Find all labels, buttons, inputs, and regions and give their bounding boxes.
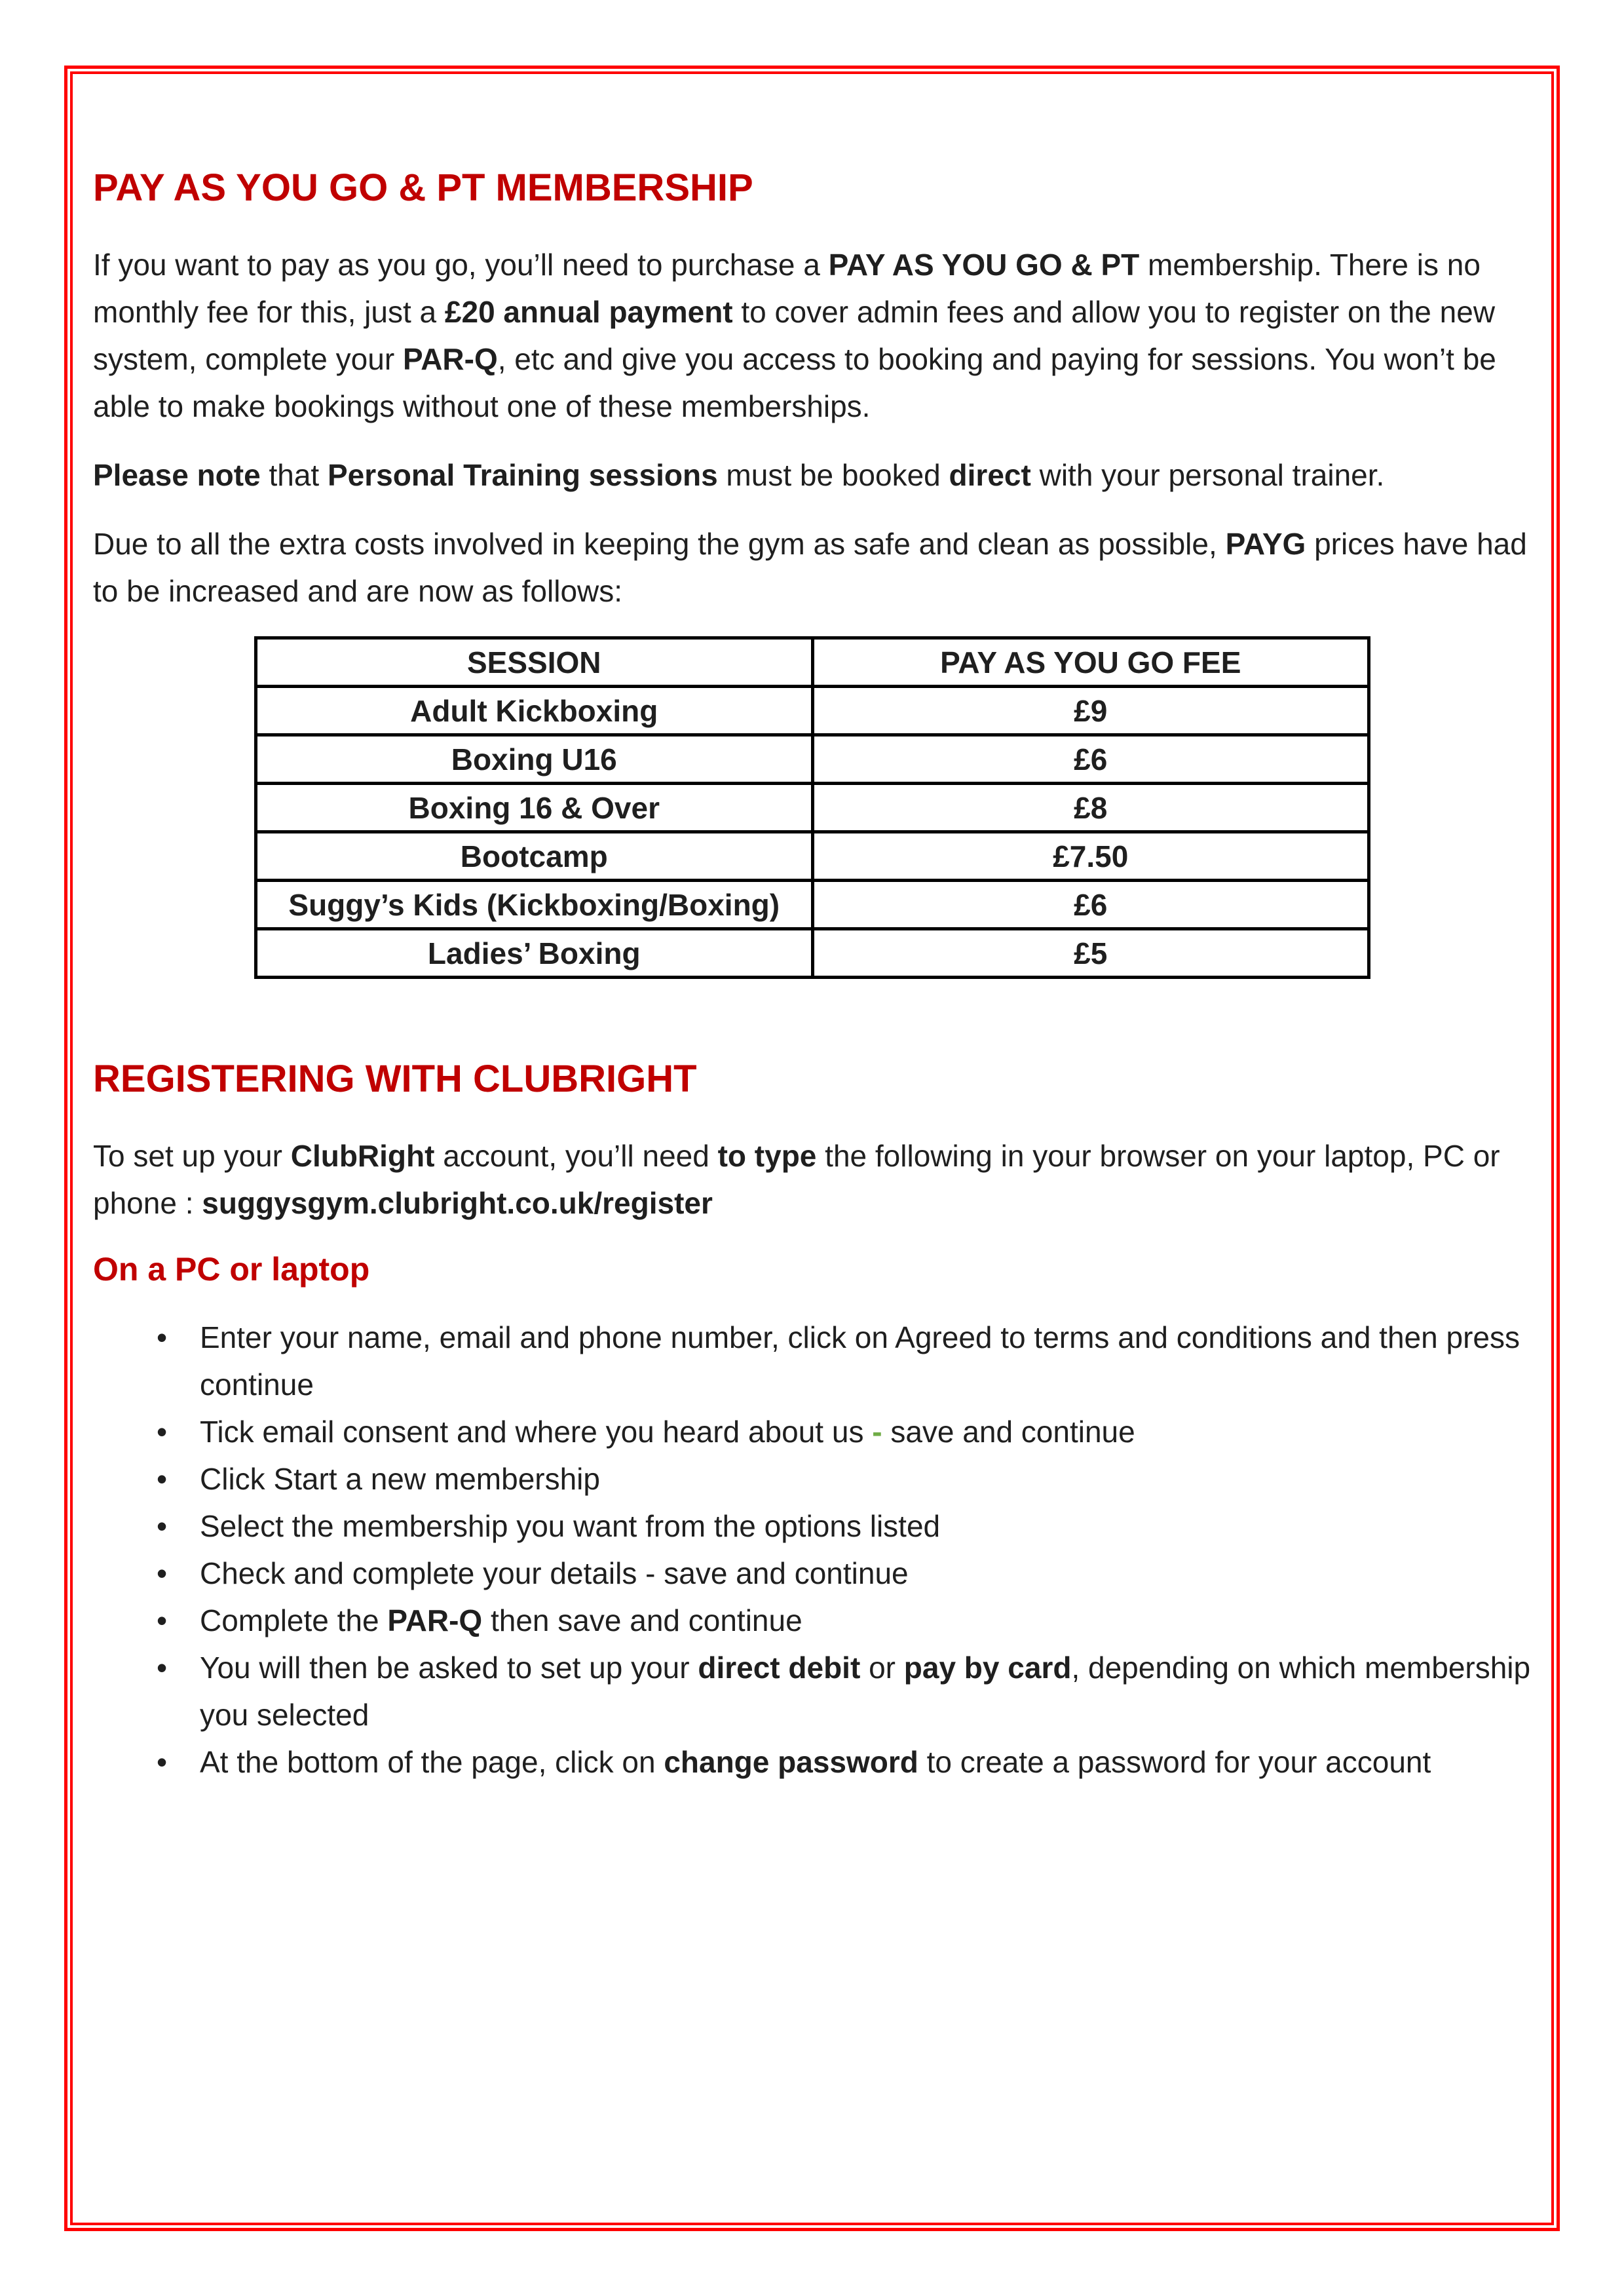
text-segment-bold: PAR-Q bbox=[402, 342, 498, 376]
text-segment-bold: ClubRight bbox=[290, 1139, 435, 1173]
fee-cell: £5 bbox=[812, 929, 1369, 978]
session-cell: Ladies’ Boxing bbox=[256, 929, 813, 978]
text-segment-bold: PAY AS YOU GO & PT bbox=[828, 248, 1140, 282]
text-segment-bold: £20 annual payment bbox=[444, 295, 733, 329]
list-item bbox=[200, 1408, 1531, 1455]
text-segment: At the bottom of the page, click on bbox=[200, 1745, 664, 1779]
heading-payg-membership: PAY AS YOU GO & PT MEMBERSHIP bbox=[93, 166, 753, 209]
table-header-session: SESSION bbox=[256, 638, 813, 687]
table-row bbox=[256, 687, 1369, 735]
table-row bbox=[256, 735, 1369, 784]
table-row bbox=[256, 784, 1369, 832]
heading-registering-clubright: REGISTERING WITH CLUBRIGHT bbox=[93, 1058, 697, 1100]
session-cell: Boxing 16 & Over bbox=[256, 784, 813, 832]
text-segment-bold: Personal Training sessions bbox=[327, 458, 718, 492]
prices-paragraph bbox=[93, 520, 1531, 615]
text-segment: , depending on which membership you selected bbox=[200, 1651, 1531, 1732]
text-segment: Click Start a new membership bbox=[200, 1462, 600, 1496]
text-segment: with your personal trainer. bbox=[1030, 458, 1385, 492]
text-segment-bold: Please note bbox=[93, 458, 261, 492]
table-row bbox=[256, 881, 1369, 929]
text-segment: Check and complete your details - save and continue bbox=[200, 1556, 909, 1590]
text-segment: Due to all the extra costs involved in keeping the gym as safe and clean as possible, bbox=[93, 527, 1226, 561]
pc-laptop-steps-list bbox=[93, 1314, 1531, 1786]
register-paragraph bbox=[93, 1132, 1531, 1227]
text-segment-bold: PAR-Q bbox=[387, 1603, 483, 1637]
session-cell: Suggy’s Kids (Kickboxing/Boxing) bbox=[256, 881, 813, 929]
session-cell: Boxing U16 bbox=[256, 735, 813, 784]
text-segment: , etc and give you access to booking and paying for sessions. You won’t be able to make bookings without one of these memberships. bbox=[93, 342, 1496, 423]
fee-cell: £6 bbox=[812, 881, 1369, 929]
table-header-row bbox=[256, 638, 1369, 687]
text-segment: account, you’ll need bbox=[434, 1139, 718, 1173]
text-segment: that bbox=[260, 458, 328, 492]
text-segment: the following in your browser on your laptop, PC or phone : bbox=[93, 1139, 1500, 1220]
text-segment: Complete the bbox=[200, 1603, 388, 1637]
text-segment: Tick email consent and where you heard about us bbox=[200, 1415, 873, 1449]
text-segment: To set up your bbox=[93, 1139, 291, 1173]
list-item bbox=[200, 1502, 1531, 1550]
fee-cell: £9 bbox=[812, 687, 1369, 735]
text-segment-bold: PAYG bbox=[1225, 527, 1306, 561]
text-segment-bold: direct bbox=[949, 458, 1031, 492]
note-paragraph bbox=[93, 451, 1531, 499]
text-segment: You will then be asked to set up your bbox=[200, 1651, 698, 1685]
text-segment: Enter your name, email and phone number, click on Agreed to terms and conditions and then press continue bbox=[200, 1320, 1520, 1402]
session-cell: Bootcamp bbox=[256, 832, 813, 881]
text-segment: save and continue bbox=[882, 1415, 1135, 1449]
payg-fee-table bbox=[254, 636, 1370, 979]
register-url: suggysgym.clubright.co.uk/register bbox=[202, 1186, 713, 1220]
heading-on-pc-or-laptop: On a PC or laptop bbox=[93, 1251, 370, 1288]
list-item bbox=[200, 1455, 1531, 1502]
text-segment: to cover admin fees and allow you to register on the new system, complete your bbox=[93, 295, 1496, 376]
fee-cell: £8 bbox=[812, 784, 1369, 832]
fee-cell: £7.50 bbox=[812, 832, 1369, 881]
text-segment-bold: to type bbox=[717, 1139, 817, 1173]
text-segment: membership. There is no monthly fee for this, just a bbox=[93, 248, 1481, 329]
green-dash-segment: - bbox=[872, 1415, 882, 1449]
intro-paragraph bbox=[93, 241, 1531, 430]
text-segment-bold: pay by card bbox=[903, 1651, 1072, 1685]
table-row bbox=[256, 832, 1369, 881]
text-segment: prices have had to be increased and are now as follows: bbox=[93, 527, 1527, 608]
document-content bbox=[93, 164, 1531, 1786]
list-item bbox=[200, 1644, 1531, 1738]
text-segment-bold: direct debit bbox=[698, 1651, 861, 1685]
text-segment: to create a password for your account bbox=[918, 1745, 1431, 1779]
fee-cell: £6 bbox=[812, 735, 1369, 784]
text-segment: then save and continue bbox=[482, 1603, 803, 1637]
table-header-fee: PAY AS YOU GO FEE bbox=[812, 638, 1369, 687]
text-segment: If you want to pay as you go, you’ll need to purchase a bbox=[93, 248, 829, 282]
list-item bbox=[200, 1550, 1531, 1597]
session-cell: Adult Kickboxing bbox=[256, 687, 813, 735]
text-segment: must be booked bbox=[717, 458, 949, 492]
list-item bbox=[200, 1597, 1531, 1644]
list-item bbox=[200, 1314, 1531, 1408]
list-item bbox=[200, 1738, 1531, 1786]
table-row bbox=[256, 929, 1369, 978]
text-segment: or bbox=[860, 1651, 904, 1685]
text-segment: Select the membership you want from the options listed bbox=[200, 1509, 941, 1543]
text-segment-bold: change password bbox=[664, 1745, 918, 1779]
